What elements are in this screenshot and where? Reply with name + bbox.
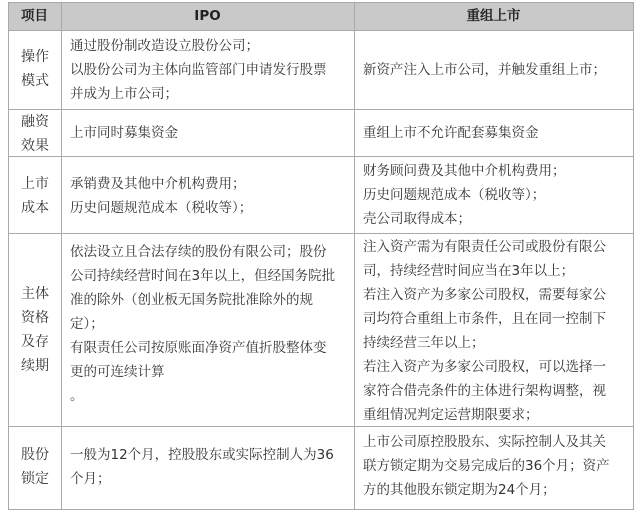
row-label-operation-mode: 操作 模式 bbox=[21, 49, 49, 89]
row-divider bbox=[8, 30, 634, 31]
row-divider bbox=[8, 156, 634, 157]
row-label-listing-cost: 上市 成本 bbox=[21, 176, 49, 216]
ipo-cell: 依法设立且合法存续的股份有限公司；股份 公司持续经营时间在3年以上，但经国务院批 准的除外（创业板无国务院批准除外的规 定）； 有限责任公司按原账面净资产值折股整体变 更的可连续计算 。 bbox=[70, 244, 336, 404]
header-restructure: 重组上市 bbox=[466, 8, 521, 24]
restructure-cell: 上市公司原控股股东、实际控制人及其关 联方锁定期为交易完成后的36个月；资产 方的其他股东锁定期为24个月； bbox=[363, 434, 610, 498]
row-label-financing-effect: 融资 效果 bbox=[21, 114, 49, 154]
ipo-cell: 承销费及其他中介机构费用； 历史问题规范成本（税收等）； bbox=[70, 176, 253, 216]
ipo-cell: 一般为12个月，控股股东或实际控制人为36 个月； bbox=[70, 447, 334, 487]
row-divider bbox=[8, 233, 634, 234]
restructure-cell: 新资产注入上市公司，并触发重组上市； bbox=[363, 62, 606, 78]
column-divider bbox=[354, 2, 355, 509]
ipo-cell: 通过股份制改造设立股份公司； 以股份公司为主体向监管部门申请发行股票 并成为上市公司； bbox=[70, 38, 327, 102]
column-divider bbox=[8, 2, 9, 509]
restructure-cell: 财务顾问费及其他中介机构费用； 历史问题规范成本（税收等）； 壳公司取得成本； bbox=[363, 163, 566, 227]
column-divider bbox=[633, 2, 634, 509]
row-label-share-lockup: 股份 锁定 bbox=[21, 447, 49, 487]
column-divider bbox=[61, 2, 62, 509]
header-item: 项目 bbox=[21, 8, 48, 24]
ipo-cell: 上市同时募集资金 bbox=[70, 125, 178, 141]
row-divider bbox=[8, 109, 634, 110]
restructure-cell: 重组上市不允许配套募集资金 bbox=[363, 125, 539, 141]
row-divider bbox=[8, 509, 634, 510]
row-label-qualification: 主体 资格 及存 续期 bbox=[21, 286, 49, 374]
restructure-cell: 注入资产需为有限责任公司或股份有限公 司，持续经营时间应当在3年以上； 若注入资产为多家公司股权，需要每家公 司均符合重组上市条件，且在同一控制下 持续经营三年以上； 若注入资产为多家公司股权，可以选择一 家符合借壳条件的主体进行架构调整，视 重组情况判定运营期限要求； bbox=[363, 239, 606, 423]
header-ipo: IPO bbox=[194, 8, 221, 24]
